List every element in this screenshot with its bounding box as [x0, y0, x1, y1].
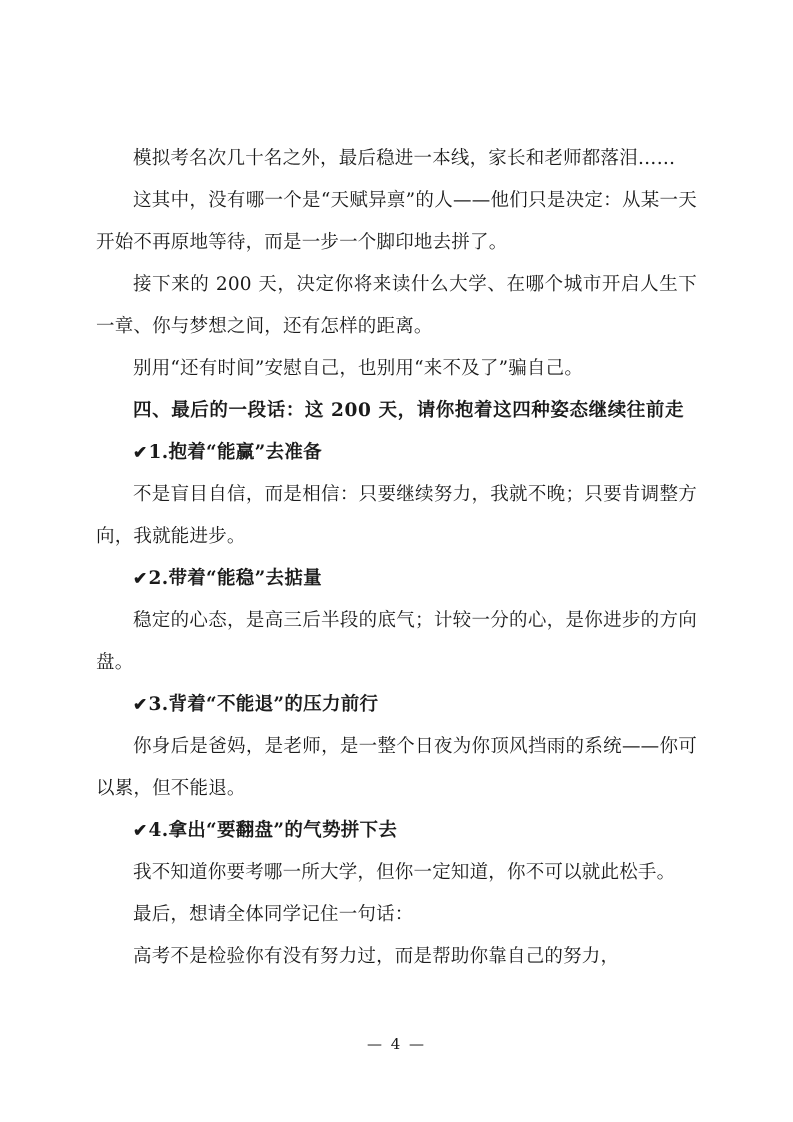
subheading-item	[96, 432, 697, 474]
check-icon: ✔	[133, 443, 148, 463]
check-icon: ✔	[133, 695, 148, 715]
check-icon: ✔	[133, 569, 148, 589]
paragraph: 你身后是爸妈，是老师，是一整个日夜为你顶风挡雨的系统——你可以累，但不能退。	[96, 736, 697, 799]
paragraph: 不是盲目自信，而是相信：只要继续努力，我就不晚；只要肯调整方向，我就能进步。	[96, 484, 697, 547]
paragraph: 稳定的心态，是高三后半段的底气；计较一分的心，是你进步的方向盘。	[96, 610, 697, 673]
paragraph: 高考不是检验你有没有努力过，而是帮助你靠自己的努力，	[133, 946, 620, 967]
check-icon: ✔	[133, 821, 148, 841]
paragraph: 我不知道你要考哪一所大学，但你一定知道，你不可以就此松手。	[133, 862, 676, 883]
paragraph: 这其中，没有哪一个是“天赋异禀”的人——他们只是决定：从某一天开始不再原地等待，而是一步一个脚印地去拼了。	[96, 190, 697, 253]
subheading-item	[96, 684, 697, 726]
subheading-label: 4.拿出“要翻盘”的气势拼下去	[148, 820, 398, 841]
subheading-item	[96, 558, 697, 600]
paragraph: 接下来的 200 天，决定你将来读什么大学、在哪个城市开启人生下一章、你与梦想之间，还有怎样的距离。	[96, 274, 697, 337]
paragraph: 别用“还有时间”安慰自己，也别用“来不及了”骗自己。	[133, 358, 584, 379]
subheading-label: 3.背着“不能退”的压力前行	[148, 694, 379, 715]
subheading-item	[96, 810, 697, 852]
paragraph: 最后，想请全体同学记住一句话：	[133, 904, 414, 925]
section-heading: 四、最后的一段话：这 200 天，请你抱着这四种姿态继续往前走	[133, 400, 685, 421]
page-number: — 4 —	[366, 1035, 427, 1053]
paragraph: 模拟考名次几十名之外，最后稳进一本线，家长和老师都落泪……	[133, 148, 676, 169]
subheading-label: 1.抱着“能赢”去准备	[148, 442, 322, 463]
subheading-label: 2.带着“能稳”去掂量	[148, 568, 322, 589]
document-body	[96, 138, 697, 978]
